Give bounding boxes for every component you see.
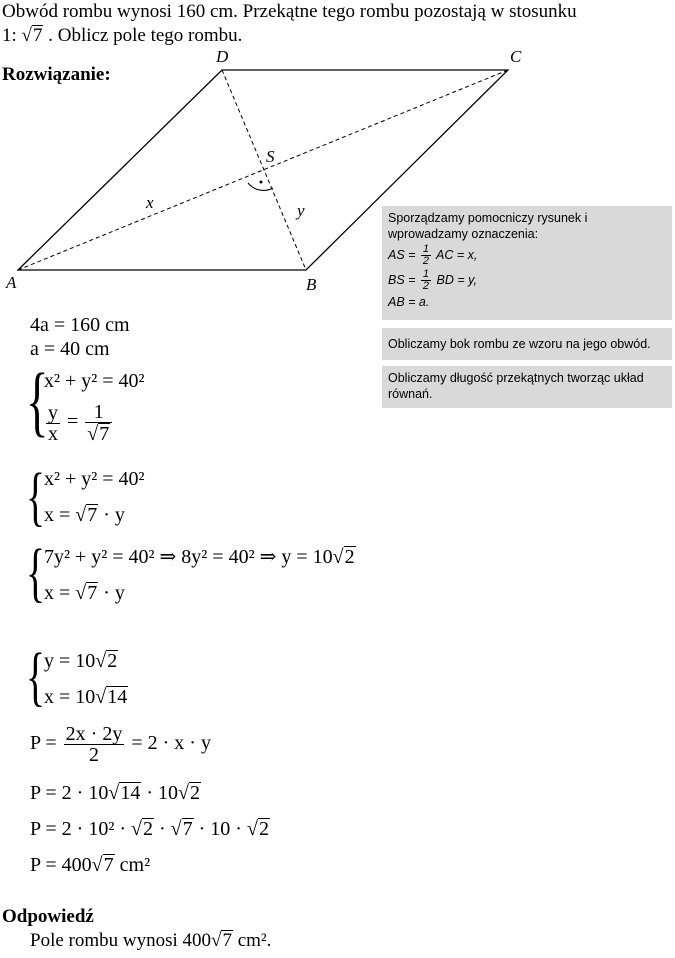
note-side: Obliczamy bok rombu ze wzoru na jego obwód. [382,328,672,360]
label-x: x [146,193,154,212]
label-a: A [6,273,17,292]
sys1-eq2: $\frac{y}{x}$ = $\frac{1}{√7}$ [44,402,114,444]
brace: { [26,460,46,533]
answer-text: Pole rombu wynosi 400√7 cm². [30,930,272,951]
sys2-eq2: x = √7 · y [44,504,125,526]
area-step2: P = 2 · 10√14 · 10√2 [30,782,200,804]
half-fraction: $\frac{1}{2}$ [422,243,430,267]
area-result: P = 400√7 cm² [30,854,151,876]
label-s: S [266,147,275,166]
label-b: B [306,275,317,294]
area-formula: P = $\frac{2x \cdot 2y}{2}$ = 2 · x · y [30,723,211,766]
problem-statement [2,0,672,48]
note1-ab: AB = a. [388,295,430,309]
label-d: D [216,50,229,66]
sys4-eq2: x = 10√14 [44,686,128,708]
note1-as: AS = [388,247,419,262]
half-fraction: $\frac{1}{2}$ [422,268,430,292]
area-step3: P = 2 · 10² · √2 · √7 · 10 · √2 [30,818,269,840]
sqrt-symbol: √7 [21,25,43,46]
sys3-eq2: x = √7 · y [44,582,125,604]
right-angle-dot [260,181,263,184]
label-y: y [297,201,305,220]
note1-intro: Sporządzamy pomocniczy rysunek i wprowadzamy oznaczenia: [388,211,588,241]
ratio-prefix: 1: [2,25,22,46]
note-figure: Sporządzamy pomocniczy rysunek i wprowadzamy oznaczenia: AS = $\frac{1}{2}$ AC = x, BS = $\frac{1}{2}$ BD = y, AB = a. [382,206,672,320]
brace: { [26,640,46,713]
sys4-eq1: y = 10√2 [44,650,118,672]
sys2-eq1: x² + y² = 40² [44,468,145,490]
right-angle-arc [248,183,273,190]
sys1-eq1: x² + y² = 40² [44,370,145,392]
step-perimeter: 4a = 160 cm [30,314,130,336]
brace: { [26,536,46,609]
solution-heading: Rozwiązanie: [2,64,111,85]
problem-line1: Obwód rombu wynosi 160 cm. Przekątne tego rombu pozostają w stosunku [2,1,577,22]
label-c: C [510,50,522,66]
brace: { [26,357,49,444]
problem-line2: . Oblicz pole tego rombu. [43,25,243,46]
diagonal-bd [222,70,306,270]
note-system: Obliczamy długość przekątnych tworząc układ równań. [382,366,672,408]
answer-heading: Odpowiedź [2,906,94,927]
note1-bs: BS = [388,272,419,287]
sys3-eq1: 7y² + y² = 40² ⇒ 8y² = 40² ⇒ y = 10√2 [44,546,355,568]
step-side: a = 40 cm [30,338,110,360]
